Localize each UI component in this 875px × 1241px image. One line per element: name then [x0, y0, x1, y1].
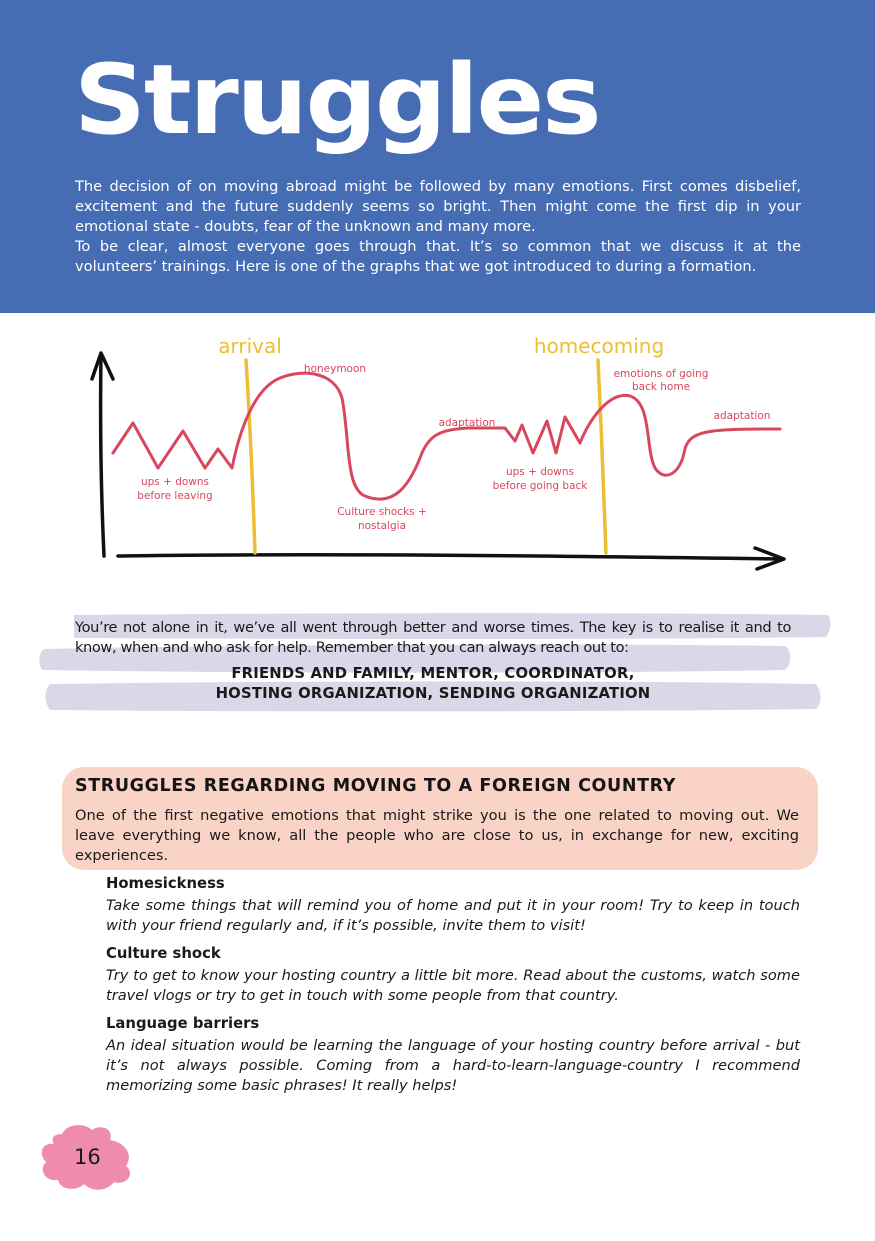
struggle-item-culture-shock — [106, 944, 800, 1006]
item-title: Culture shock — [106, 945, 221, 962]
adaptation-label-2: adaptation — [713, 410, 771, 422]
arrival-label: arrival — [218, 334, 282, 358]
struggle-item-homesickness — [106, 874, 800, 936]
section-title: STRUGGLES REGARDING MOVING TO A FOREIGN COUNTRY — [75, 776, 677, 796]
adaptation-label-1: adaptation — [438, 417, 496, 429]
page-title: Struggles — [74, 44, 600, 156]
intro-paragraph-2: To be clear, almost everyone goes through that. It’s so common that we discuss it at the volunteers’ trainings. Here is one of the graphs that we got introduced to during a formation. — [75, 238, 801, 275]
before-leaving-label: before leaving — [137, 490, 213, 502]
back-home-label: back home — [631, 381, 691, 393]
emotions-going-label: emotions of going — [613, 368, 709, 380]
y-axis — [101, 355, 104, 556]
honeymoon-label: honeymoon — [303, 363, 367, 375]
contacts-line-1: FRIENDS AND FAMILY, MENTOR, COORDINATOR, — [231, 665, 635, 682]
contacts-list — [75, 664, 791, 704]
before-going-back-label: before going back — [492, 480, 588, 492]
x-axis — [118, 555, 782, 559]
page-number: 16 — [74, 1145, 101, 1169]
item-text: Take some things that will remind you of home and put it in your room! Try to keep in touch with your friend regularly and, if it’s possible, invite them to visit! — [106, 897, 800, 934]
ups-downs-label-1: ups + downs — [140, 476, 210, 488]
culture-shocks-label: Culture shocks + — [337, 506, 427, 518]
ups-downs-label-2: ups + downs — [505, 466, 575, 478]
highlight-text: You’re not alone in it, we’ve all went through better and worse times. The key is to realise it and to know, when and who ask for help. Remember that you can always reach out to: — [75, 619, 791, 656]
section-text: One of the first negative emotions that might strike you is the one related to moving out. We leave everything we know, all the people who are close to us, in exchange for new, exciting experiences. — [75, 807, 799, 864]
intro-text — [75, 177, 801, 277]
item-title: Language barriers — [106, 1015, 260, 1032]
struggle-item-language-barriers — [106, 1014, 800, 1096]
emotion-graph — [0, 313, 875, 603]
homecoming-line — [598, 360, 606, 553]
homecoming-label: homecoming — [533, 334, 665, 358]
item-text: Try to get to know your hosting country a little bit more. Read about the customs, watch some travel vlogs or try to get in touch with some people from that country. — [106, 967, 800, 1004]
intro-paragraph-1: The decision of on moving abroad might be followed by many emotions. First comes disbelief, excitement and the future suddenly seems so bright. Then might come the first dip in your emotional state - doubts, fear of the unknown and many more. — [75, 178, 801, 235]
item-title: Homesickness — [106, 875, 225, 892]
contacts-line-2: HOSTING ORGANIZATION, SENDING ORGANIZATION — [215, 685, 651, 702]
arrival-line — [246, 360, 255, 553]
nostalgia-label: nostalgia — [357, 520, 407, 532]
item-text: An ideal situation would be learning the language of your hosting country before arrival - but it’s not always possible. Coming from a hard-to-learn-language-country I recommend memorizing some basic phrases! It really helps! — [106, 1037, 800, 1094]
